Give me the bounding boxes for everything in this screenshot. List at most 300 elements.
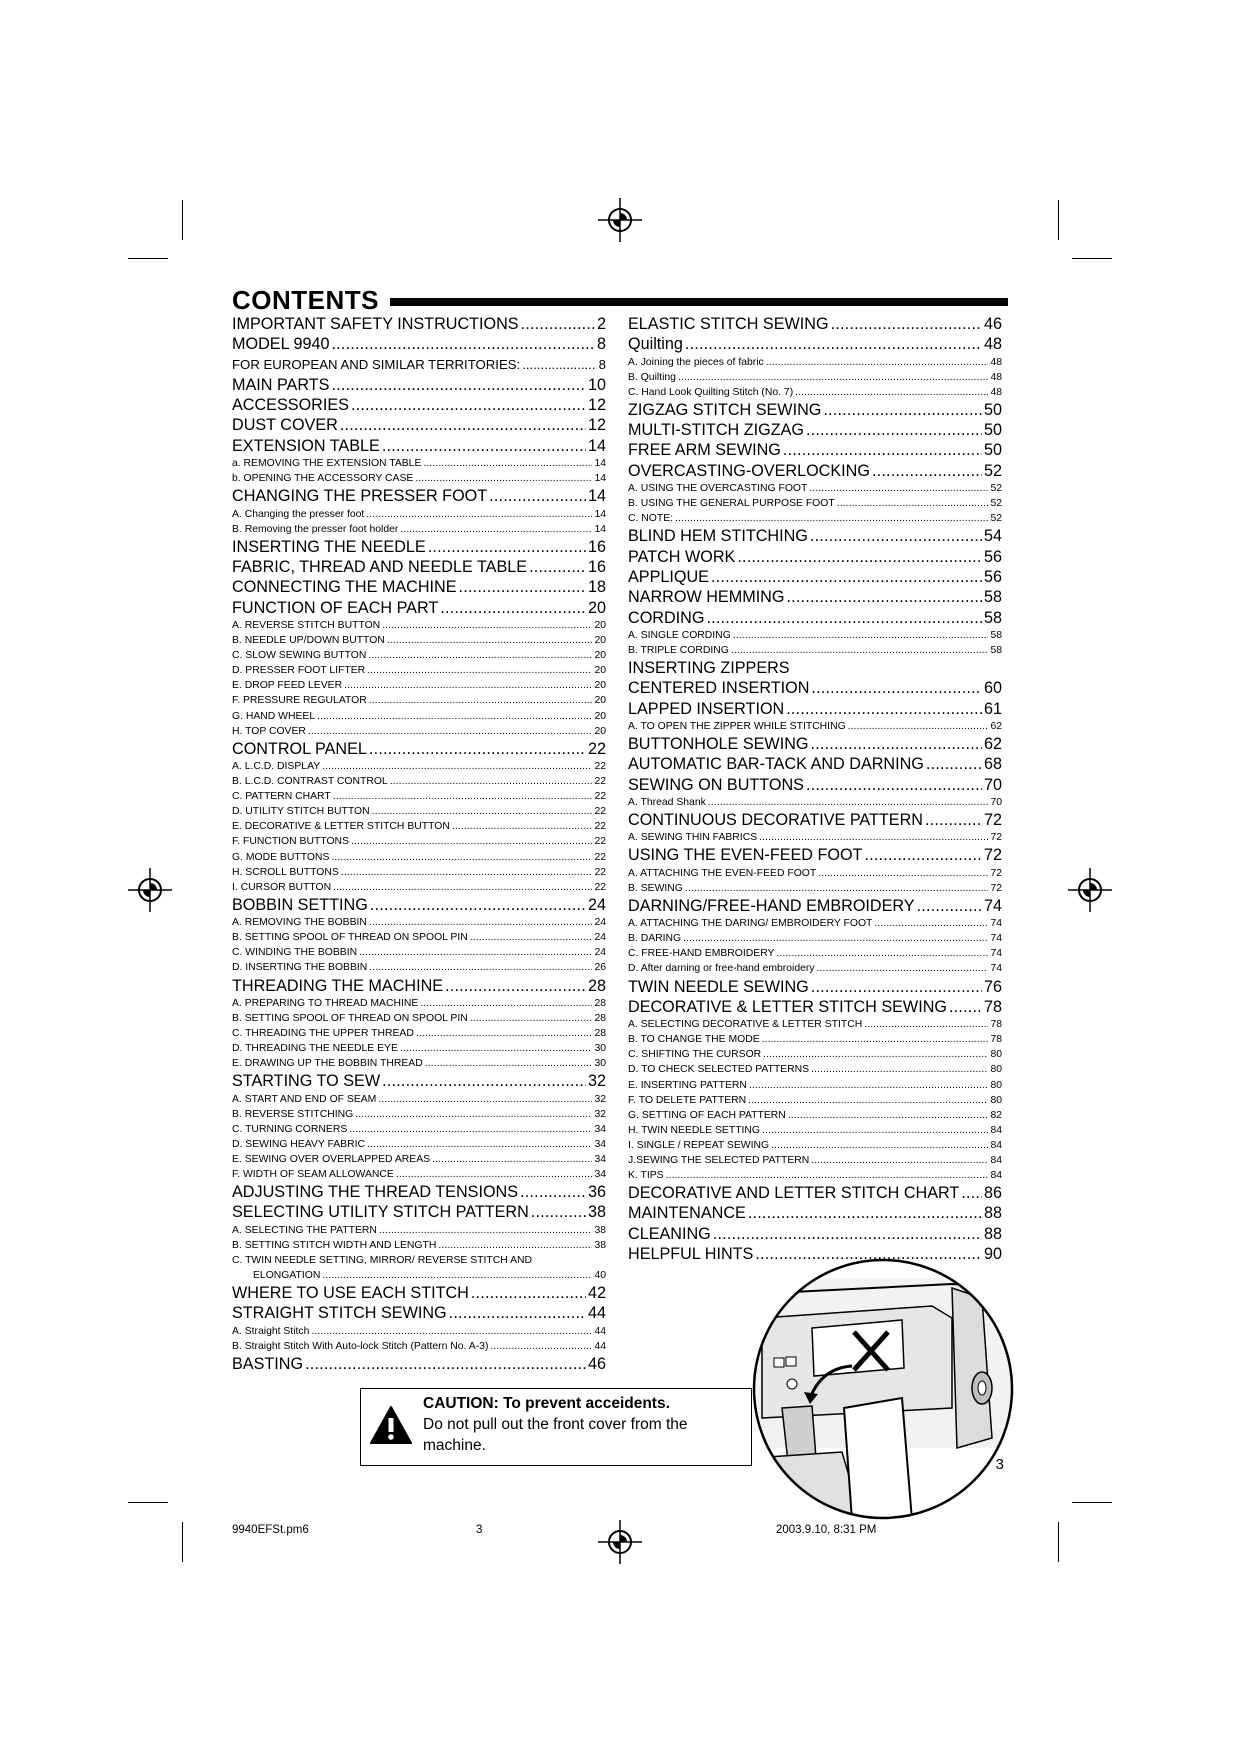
toc-leader-dots	[806, 420, 982, 440]
toc-entry	[628, 946, 1002, 961]
toc-entry-page: 10	[587, 375, 606, 394]
toc-leader-dots	[925, 810, 982, 830]
toc-entry-page: 56	[983, 567, 1002, 586]
toc-entry-title: BLIND HEM STITCHING	[628, 527, 808, 546]
toc-entry-page: 26	[594, 962, 606, 974]
toc-entry-title: F. PRESSURE REGULATOR	[232, 695, 367, 707]
toc-leader-dots	[428, 537, 586, 557]
toc-entry-title: G. MODE BUTTONS	[232, 851, 330, 863]
toc-entry	[232, 739, 606, 759]
toc-entry	[628, 481, 1002, 496]
page-number: 3	[995, 1456, 1004, 1473]
toc-entry-title: FUNCTION OF EACH PART	[232, 598, 439, 617]
toc-entry	[628, 608, 1002, 628]
toc-entry-title: H. TWIN NEEDLE SETTING	[628, 1124, 761, 1136]
toc-leader-dots	[917, 896, 982, 916]
toc-entry-page: 22	[587, 739, 606, 758]
toc-entry-page: 22	[594, 791, 606, 803]
toc-leader-dots	[748, 1093, 988, 1108]
toc-entry-page: 74	[990, 933, 1002, 945]
toc-leader-dots	[340, 415, 586, 435]
toc-entry	[232, 774, 606, 789]
toc-entry-title: BOBBIN SETTING	[232, 895, 368, 914]
toc-entry-page: 58	[990, 629, 1002, 641]
toc-entry-page: 50	[983, 421, 1002, 440]
toc-entry-title: INSERTING THE NEEDLE	[232, 537, 426, 556]
toc-entry-title: TWIN NEEDLE SEWING	[628, 977, 809, 996]
toc-leader-dots	[818, 866, 988, 881]
toc-leader-dots	[331, 375, 586, 395]
toc-leader-dots	[706, 608, 982, 628]
toc-leader-dots	[831, 314, 982, 334]
toc-entry-title: EXTENSION TABLE	[232, 436, 380, 455]
toc-entry-page: 24	[594, 917, 606, 929]
toc-entry-page: 24	[594, 947, 606, 959]
toc-entry-title: A. Straight Stitch	[232, 1325, 310, 1337]
toc-entry	[232, 598, 606, 618]
toc-entry-page: 20	[587, 598, 606, 617]
toc-entry-title: STRAIGHT STITCH SEWING	[232, 1304, 447, 1323]
toc-entry-title: B. L.C.D. CONTRAST CONTROL	[232, 776, 388, 788]
toc-entry-page: 54	[983, 527, 1002, 546]
toc-entry-title: A. PREPARING TO THREAD MACHINE	[232, 997, 419, 1009]
toc-entry-title: C. FREE-HAND EMBROIDERY	[628, 948, 775, 960]
toc-entry-page: 16	[587, 558, 606, 577]
toc-leader-dots	[864, 1017, 988, 1032]
toc-entry-page: 38	[594, 1239, 606, 1251]
toc-entry-page: 28	[587, 976, 606, 995]
toc-entry-title: A. Changing the presser foot	[232, 508, 365, 520]
title-rule	[390, 298, 1008, 306]
toc-entry-title: A. Joining the pieces of fabric	[628, 356, 764, 368]
toc-entry-title: WHERE TO USE EACH STITCH	[232, 1284, 469, 1303]
toc-entry-title: E. SEWING OVER OVERLAPPED AREAS	[232, 1153, 431, 1165]
toc-entry-page: 28	[594, 1012, 606, 1024]
toc-entry	[232, 865, 606, 880]
toc-entry	[232, 1253, 606, 1268]
toc-leader-dots	[367, 1137, 592, 1152]
toc-leader-dots	[683, 931, 988, 946]
toc-leader-dots	[737, 547, 982, 567]
toc-entry-page: 20	[594, 635, 606, 647]
toc-entry-page: 84	[990, 1124, 1002, 1136]
toc-leader-dots	[333, 789, 593, 804]
toc-entry-title: MULTI-STITCH ZIGZAG	[628, 421, 804, 440]
toc-entry-title: H. SCROLL BUTTONS	[232, 866, 339, 878]
toc-entry-title: MAINTENANCE	[628, 1204, 746, 1223]
toc-entry-page: 76	[983, 977, 1002, 996]
crop-mark	[128, 1502, 168, 1503]
toc-entry	[628, 845, 1002, 865]
toc-entry	[232, 819, 606, 834]
toc-entry-page: 36	[587, 1183, 606, 1202]
toc-entry	[628, 567, 1002, 587]
toc-leader-dots	[762, 1032, 989, 1047]
toc-entry-title: C. PATTERN CHART	[232, 791, 331, 803]
toc-entry-title: B. NEEDLE UP/DOWN BUTTON	[232, 635, 385, 647]
toc-entry-title: G. HAND WHEEL	[232, 710, 316, 722]
toc-entry-title: B. TO CHANGE THE MODE	[628, 1034, 760, 1046]
toc-entry-page: 44	[587, 1304, 606, 1323]
toc-entry	[628, 810, 1002, 830]
caution-body: Do not pull out the front cover from the machine.	[423, 1416, 688, 1454]
toc-leader-dots	[837, 496, 989, 511]
toc-leader-dots	[713, 1224, 982, 1244]
toc-entry-title: D. PRESSER FOOT LIFTER	[232, 665, 366, 677]
toc-leader-dots	[387, 633, 593, 648]
toc-entry	[628, 734, 1002, 754]
toc-entry-title: A. ATTACHING THE EVEN-FEED FOOT	[628, 867, 817, 879]
toc-entry	[232, 1283, 606, 1303]
toc-leader-dots	[759, 830, 988, 845]
toc-entry	[628, 775, 1002, 795]
toc-entry-title: E. DECORATIVE & LETTER STITCH BUTTON	[232, 821, 450, 833]
toc-entry	[232, 1137, 606, 1152]
toc-entry-page: 72	[983, 846, 1002, 865]
toc-entry-page: 78	[990, 1034, 1002, 1046]
toc-leader-dots	[382, 1071, 586, 1091]
toc-entry	[628, 795, 1002, 810]
toc-entry-page: 32	[594, 1108, 606, 1120]
toc-leader-dots	[367, 663, 592, 678]
machine-front-cover-do-not-remove-illustration	[752, 1258, 1014, 1520]
toc-entry	[628, 314, 1002, 334]
toc-entry-title: A. SINGLE CORDING	[628, 629, 731, 641]
toc-entry	[232, 1303, 606, 1323]
toc-leader-dots	[810, 526, 982, 546]
toc-entry-title: A. SELECTING DECORATIVE & LETTER STITCH	[628, 1019, 863, 1031]
toc-entry	[628, 1168, 1002, 1183]
toc-entry-title: B. REVERSE STITCHING	[232, 1108, 354, 1120]
toc-entry-page: 38	[594, 1224, 606, 1236]
toc-entry	[232, 1354, 606, 1374]
toc-entry	[232, 375, 606, 395]
toc-leader-dots	[666, 1168, 989, 1183]
toc-entry	[628, 1153, 1002, 1168]
toc-entry-page: 48	[983, 335, 1002, 354]
toc-entry-title: SEWING ON BUTTONS	[628, 775, 804, 794]
toc-entry-page: 80	[990, 1049, 1002, 1061]
toc-leader-dots	[471, 1283, 586, 1303]
toc-entry-page: 20	[594, 665, 606, 677]
toc-entry	[232, 314, 606, 334]
toc-leader-dots	[308, 724, 593, 739]
toc-entry-page: 58	[983, 608, 1002, 627]
toc-entry-title: B. Removing the presser foot holder	[232, 523, 399, 535]
toc-entry-page: 80	[990, 1064, 1002, 1076]
toc-entry-title: APPLIQUE	[628, 567, 709, 586]
toc-entry	[628, 896, 1002, 916]
toc-entry-page: 2	[596, 315, 606, 333]
toc-entry	[232, 1152, 606, 1167]
toc-entry	[232, 1223, 606, 1238]
toc-entry-page: 72	[990, 867, 1002, 879]
toc-entry-title: D. UTILITY STITCH BUTTON	[232, 806, 370, 818]
toc-entry	[628, 385, 1002, 400]
toc-entry-page: 44	[594, 1340, 606, 1352]
toc-entry-page: 22	[594, 866, 606, 878]
toc-leader-dots	[848, 719, 989, 734]
toc-entry-title: B. USING THE GENERAL PURPOSE FOOT	[628, 498, 835, 510]
toc-entry-page: 16	[587, 537, 606, 556]
toc-entry-title: G. SETTING OF EACH PATTERN	[628, 1109, 786, 1121]
toc-entry-page: 62	[990, 720, 1002, 732]
toc-entry-title: B. Straight Stitch With Auto-lock Stitch (Pattern No. A-3)	[232, 1340, 489, 1352]
toc-entry-page: 62	[983, 735, 1002, 753]
toc-entry-page: 50	[983, 400, 1002, 419]
toc-entry-page: 74	[990, 948, 1002, 960]
toc-leader-dots	[708, 795, 989, 810]
toc-entry-page: 28	[594, 997, 606, 1009]
crop-mark	[1072, 258, 1112, 259]
toc-entry-title: SELECTING UTILITY STITCH PATTERN	[232, 1203, 529, 1222]
toc-entry	[232, 1071, 606, 1091]
toc-leader-dots	[531, 1202, 586, 1222]
toc-leader-dots	[811, 977, 982, 997]
toc-entry	[232, 456, 606, 471]
toc-entry-title: E. DROP FEED LEVER	[232, 680, 343, 692]
toc-entry-page: 24	[587, 895, 606, 914]
toc-entry-page: 52	[990, 483, 1002, 495]
toc-entry	[628, 719, 1002, 734]
toc-entry-title: FOR EUROPEAN AND SIMILAR TERRITORIES:	[232, 356, 521, 372]
toc-entry-title: ELONGATION	[253, 1270, 321, 1281]
toc-entry-title: DARNING/FREE-HAND EMBROIDERY	[628, 896, 915, 915]
toc-entry	[232, 395, 606, 415]
toc-entry	[232, 486, 606, 506]
toc-entry-title: A. REVERSE STITCH BUTTON	[232, 619, 381, 631]
toc-entry-title: IMPORTANT SAFETY INSTRUCTIONS	[232, 315, 519, 333]
toc-entry-title: A. ATTACHING THE DARING/ EMBROIDERY FOOT	[628, 918, 873, 930]
toc-entry-title: FREE ARM SEWING	[628, 441, 781, 460]
toc-entry	[628, 1224, 1002, 1244]
toc-entry-page: 48	[990, 386, 1002, 398]
toc-leader-dots	[810, 734, 982, 754]
toc-leader-dots	[874, 916, 988, 931]
toc-entry	[628, 699, 1002, 719]
toc-entry-title: B. SETTING STITCH WIDTH AND LENGTH	[232, 1239, 437, 1251]
toc-entry-page: 72	[990, 882, 1002, 894]
toc-entry-page: 14	[594, 458, 606, 470]
toc-leader-dots	[369, 960, 592, 975]
toc-entry-title: C. SLOW SEWING BUTTON	[232, 650, 367, 662]
toc-entry	[232, 648, 606, 663]
toc-entry-title: INSERTING ZIPPERS	[628, 659, 790, 678]
toc-entry-page: 20	[594, 650, 606, 662]
toc-entry-page: 78	[983, 997, 1002, 1016]
toc-entry	[232, 850, 606, 865]
toc-entry	[628, 1017, 1002, 1032]
toc-entry	[232, 834, 606, 849]
toc-entry-page: 58	[983, 588, 1002, 607]
toc-entry-title: Quilting	[628, 335, 683, 354]
toc-entry	[232, 537, 606, 557]
toc-entry	[232, 996, 606, 1011]
toc-leader-dots	[489, 486, 586, 506]
toc-entry-title: AUTOMATIC BAR-TACK AND DARNING	[628, 755, 924, 774]
toc-leader-dots	[490, 1339, 592, 1354]
toc-leader-dots	[817, 961, 989, 976]
toc-leader-dots	[378, 1092, 592, 1107]
toc-leader-dots	[379, 1223, 593, 1238]
toc-entry-title: D. SEWING HEAVY FABRIC	[232, 1138, 365, 1150]
toc-entry-page: 14	[594, 508, 606, 520]
toc-entry-page: 20	[594, 619, 606, 631]
toc-entry	[232, 507, 606, 522]
toc-entry	[628, 881, 1002, 896]
toc-leader-dots	[341, 865, 593, 880]
toc-entry-page: 68	[983, 755, 1002, 774]
toc-entry-title: B. SETTING SPOOL OF THREAD ON SPOOL PIN	[232, 1012, 468, 1024]
toc-entry-title: MODEL 9940	[232, 335, 330, 354]
toc-entry-page: 32	[594, 1093, 606, 1105]
toc-entry	[232, 1268, 606, 1283]
toc-leader-dots	[423, 456, 592, 471]
registration-mark-icon	[128, 868, 172, 912]
toc-leader-dots	[731, 643, 989, 658]
toc-entry-page: 84	[990, 1170, 1002, 1182]
toc-leader-dots	[961, 1183, 982, 1203]
toc-entry-title: A. L.C.D. DISPLAY	[232, 760, 321, 772]
toc-entry-title: F. TO DELETE PATTERN	[628, 1094, 747, 1106]
toc-entry-page: 30	[594, 1043, 606, 1055]
toc-entry	[232, 522, 606, 537]
toc-leader-dots	[351, 395, 586, 415]
toc-entry-page: 74	[990, 918, 1002, 930]
toc-entry-page: 22	[594, 821, 606, 833]
toc-leader-dots	[470, 1011, 593, 1026]
toc-entry-page: 34	[594, 1169, 606, 1181]
toc-leader-dots	[685, 334, 982, 354]
toc-entry	[232, 1122, 606, 1137]
toc-leader-dots	[786, 699, 982, 719]
toc-entry	[232, 557, 606, 577]
toc-leader-dots	[322, 759, 592, 774]
toc-leader-dots	[763, 1047, 988, 1062]
toc-leader-dots	[711, 567, 982, 587]
toc-entry	[232, 678, 606, 693]
toc-entry-title: DUST COVER	[232, 416, 338, 435]
toc-leader-dots	[748, 1203, 982, 1223]
toc-entry-title: A. SELECTING THE PATTERN	[232, 1224, 377, 1236]
toc-leader-dots	[811, 678, 982, 698]
toc-entry-title: E. INSERTING PATTERN	[628, 1079, 747, 1091]
toc-entry-page: 60	[983, 679, 1002, 698]
toc-entry	[232, 1056, 606, 1071]
toc-entry-title: B. Quilting	[628, 371, 676, 383]
toc-entry-title: MAIN PARTS	[232, 375, 330, 394]
toc-entry-page: 14	[594, 523, 606, 535]
toc-entry-page: 42	[587, 1284, 606, 1303]
toc-entry-title: C. TWIN NEEDLE SETTING, MIRROR/ REVERSE STITCH AND	[232, 1254, 533, 1266]
toc-entry-title: A. USING THE OVERCASTING FOOT	[628, 483, 808, 495]
toc-entry-page: 22	[594, 851, 606, 863]
toc-leader-dots	[305, 1354, 586, 1374]
toc-entry	[628, 1047, 1002, 1062]
toc-entry-title: CONTINUOUS DECORATIVE PATTERN	[628, 810, 923, 829]
toc-leader-dots	[415, 471, 592, 486]
toc-entry	[628, 1062, 1002, 1077]
toc-entry-title: NARROW HEMMING	[628, 588, 785, 607]
toc-entry-page: 72	[983, 810, 1002, 829]
toc-leader-dots	[331, 334, 595, 354]
registration-mark-icon	[598, 1520, 642, 1564]
caution-heading: CAUTION: To prevent acceidents.	[423, 1395, 670, 1412]
toc-entry	[628, 628, 1002, 643]
toc-entry-title: D. THREADING THE NEEDLE EYE	[232, 1043, 398, 1055]
toc-entry	[628, 440, 1002, 460]
toc-leader-dots	[521, 314, 595, 334]
toc-entry-title: I. CURSOR BUTTON	[232, 881, 332, 893]
toc-entry	[628, 961, 1002, 976]
toc-entry-page: 24	[594, 932, 606, 944]
toc-entry-title: A. SEWING THIN FABRICS	[628, 832, 758, 844]
toc-leader-dots	[529, 557, 586, 577]
toc-entry	[628, 587, 1002, 607]
toc-leader-dots	[678, 370, 989, 385]
toc-entry	[628, 916, 1002, 931]
toc-leader-dots	[520, 1182, 586, 1202]
caution-box	[360, 1388, 752, 1466]
toc-entry-title: ACCESSORIES	[232, 396, 349, 415]
toc-leader-dots	[522, 355, 596, 375]
toc-leader-dots	[390, 774, 593, 789]
toc-leader-dots	[333, 880, 592, 895]
toc-entry-page: 30	[594, 1058, 606, 1070]
toc-entry-page: 34	[594, 1123, 606, 1135]
toc-leader-dots	[809, 481, 988, 496]
toc-entry-title: CENTERED INSERTION	[628, 679, 810, 698]
toc-leader-dots	[368, 648, 592, 663]
toc-entry-page: 46	[587, 1354, 606, 1373]
toc-entry	[232, 1339, 606, 1354]
toc-leader-dots	[396, 1167, 593, 1182]
toc-leader-dots	[685, 881, 989, 896]
toc-entry-title: DECORATIVE & LETTER STITCH SEWING	[628, 997, 947, 1016]
toc-entry-page: 20	[594, 725, 606, 737]
toc-entry	[628, 526, 1002, 546]
toc-entry-title: K. TIPS	[628, 1170, 664, 1182]
crop-mark	[128, 258, 168, 259]
toc-leader-dots	[786, 587, 982, 607]
toc-entry	[232, 1182, 606, 1202]
toc-entry	[232, 880, 606, 895]
toc-entry-page: 52	[983, 461, 1002, 480]
toc-leader-dots	[351, 834, 592, 849]
toc-entry-page: 12	[587, 416, 606, 435]
crop-mark	[182, 200, 183, 240]
footer-page: 3	[476, 1524, 483, 1536]
toc-leader-dots	[811, 1153, 988, 1168]
toc-leader-dots	[400, 1041, 593, 1056]
toc-entry-page: 44	[594, 1325, 606, 1337]
toc-entry	[628, 547, 1002, 567]
toc-entry	[628, 643, 1002, 658]
toc-leader-dots	[749, 1078, 989, 1093]
toc-entry	[628, 1138, 1002, 1153]
toc-entry-page: 14	[587, 487, 606, 506]
toc-leader-dots	[369, 739, 586, 759]
toc-entry-page: 48	[990, 356, 1002, 368]
toc-entry-page: 90	[983, 1245, 1002, 1264]
toc-entry	[628, 496, 1002, 511]
toc-entry-title: C. THREADING THE UPPER THREAD	[232, 1027, 414, 1039]
toc-entry-page: 40	[594, 1270, 606, 1281]
toc-entry	[232, 415, 606, 435]
toc-entry	[232, 1324, 606, 1339]
toc-entry-page: 22	[594, 806, 606, 818]
toc-entry	[232, 759, 606, 774]
